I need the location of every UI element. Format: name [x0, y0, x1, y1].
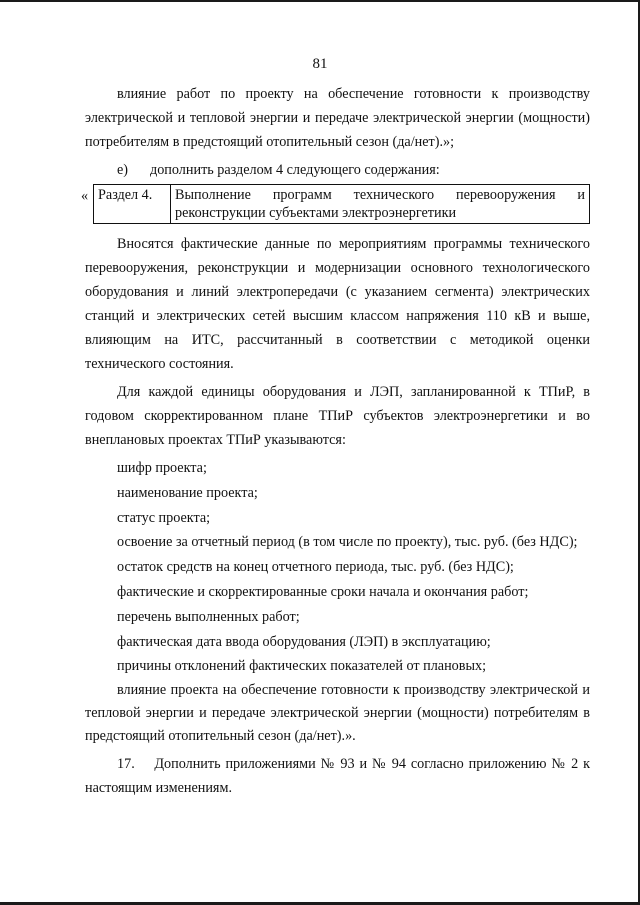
sub-item-letter: е)	[117, 162, 129, 178]
section-label-cell: Раздел 4.	[94, 185, 171, 224]
closing-paragraph: влияние проекта на обеспечение готовности к производству электрической и тепловой энергии и передаче электрической энергии (мощности) потребителям в предстоящий отопительный сезон (да/нет).».	[85, 682, 590, 745]
data-paragraph: Вносятся фактические данные по мероприятиям программы технического перевооружения, реконструкции и модернизации основного технологического оборудования и линий электропередачи (с указанием сегмента) электрических станций и электрических сетей высшим классом напряжения 110 кВ и выше, влияющим на ИТС, рассчитанный в соответствии с методикой оценки технического состояния.	[85, 236, 590, 372]
requirements-list	[85, 456, 590, 679]
sub-item-text: дополнить разделом 4 следующего содержания:	[150, 162, 440, 178]
insert-table-block	[81, 184, 590, 224]
list-item: перечень выполненных работ;	[117, 608, 300, 625]
list-item: наименование проекта;	[117, 484, 258, 501]
item-17-text: Дополнить приложениями № 93 и № 94 согласно приложению № 2 к настоящим изменениям.	[85, 756, 590, 797]
item-17	[85, 752, 590, 800]
list-item: фактические и скорректированные сроки начала и окончания работ;	[117, 583, 529, 600]
section-table	[93, 184, 590, 224]
per-unit-paragraph: Для каждой единицы оборудования и ЛЭП, запланированной к ТПиР, в годовом скорректированном плане ТПиР субъектов электроэнергетики и во внеплановых проектах ТПиР указываются:	[85, 384, 590, 448]
list-item: шифр проекта;	[117, 460, 207, 476]
table-row	[94, 185, 590, 224]
item-17-number: 17.	[117, 756, 135, 773]
open-quote: «	[81, 188, 89, 204]
list-item: причины отклонений фактических показателей от плановых;	[117, 658, 487, 675]
list-item: статус проекта;	[117, 509, 211, 526]
intro-paragraph: влияние работ по проекту на обеспечение готовности к производству электрической и тепловой энергии и передаче электрической энергии (мощности) потребителям в предстоящий отопительный сезон (да/нет).»;	[85, 86, 590, 150]
document-body	[81, 82, 590, 800]
sub-item-e	[85, 158, 590, 182]
list-item: остаток средств на конец отчетного периода, тыс. руб. (без НДС);	[117, 559, 514, 576]
list-item: освоение за отчетный период (в том числе по проекту), тыс. руб. (без НДС);	[117, 534, 578, 551]
list-item: фактическая дата ввода оборудования (ЛЭП) в эксплуатацию;	[117, 633, 491, 650]
page-number: 81	[312, 56, 328, 72]
section-title-cell: Выполнение программ технического перевооружения и реконструкции субъектами электроэнергетики	[171, 185, 590, 224]
